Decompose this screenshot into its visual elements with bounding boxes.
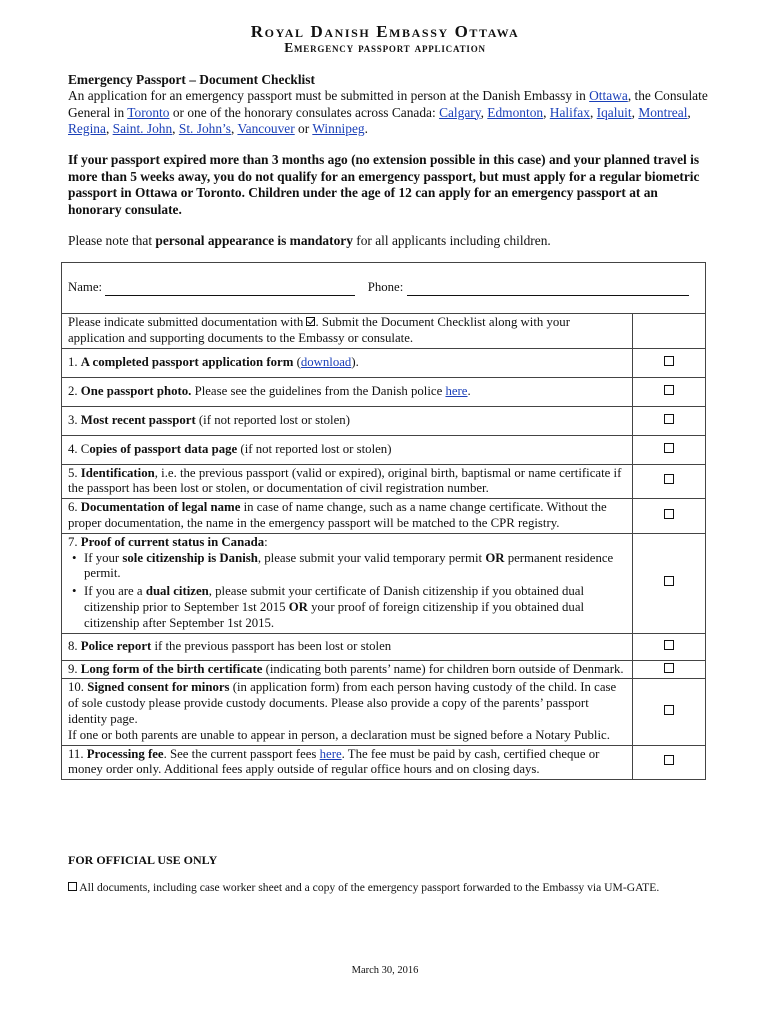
table-row <box>62 464 706 499</box>
photo-guidelines-link[interactable]: here <box>445 383 468 398</box>
item-birth-certificate: 9. Long form of the birth certificate (indicating both parents’ name) for children born outside of Denmark. <box>62 660 633 679</box>
checkbox-legal-name[interactable] <box>664 509 674 519</box>
name-phone-row <box>62 263 706 314</box>
phone-label: Phone: <box>367 280 404 295</box>
link-montreal[interactable]: Montreal <box>638 104 688 120</box>
item-identification: 5. Identification, i.e. the previous passport (valid or expired), original birth, baptismal or name certificate if the passport has been lost or stolen, or documentation of civil registration number. <box>62 464 633 499</box>
form-subtitle: Emergency passport application <box>284 40 486 55</box>
document-checklist-table <box>61 262 706 780</box>
eligibility-paragraph: If your passport expired more than 3 months ago (no extension possible in this case) and your planned travel is more than 5 weeks away, you do not qualify for an emergency passport, but must apply for a regular biometric passport in Ottawa or Toronto. Children under the age of 12 can apply for an emergency passport at an honorary consulate. <box>68 152 700 217</box>
checkbox-processing-fee[interactable] <box>664 755 674 765</box>
list-item: • If your sole citizenship is Danish, please submit your valid temporary permit OR permanent residence permit. <box>84 551 626 583</box>
document-date: March 30, 2016 <box>351 965 419 976</box>
table-row <box>62 499 706 534</box>
link-toronto[interactable]: Toronto <box>127 104 170 120</box>
link-regina[interactable]: Regina <box>68 121 106 136</box>
item-status-canada: 7. Proof of current status in Canada: • If your sole citizenship is Danish, please submit your valid temporary permit OR permanent residence permit. • If you are a dual citizen, please submit your certificate of Danish citizenship if you obtained dual citizenship prior to September 1st 2015 OR your proof of foreign citizenship if you obtained dual citizenship after September 1st 2015. <box>62 533 633 633</box>
checklist-title: Emergency Passport – Document Checklist <box>68 72 315 87</box>
fees-link[interactable]: here <box>319 746 342 761</box>
download-link[interactable]: download <box>300 354 352 369</box>
checkbox-identification[interactable] <box>664 474 674 484</box>
checkbox-birth-certificate[interactable] <box>664 663 674 673</box>
link-edmonton[interactable]: Edmonton <box>487 104 544 120</box>
checked-box-icon <box>306 317 315 326</box>
link-saint-john[interactable]: Saint. John <box>112 121 173 136</box>
instruction-text: Please indicate submitted documentation with . Submit the Document Checklist along with your application and supporting documents to the Embassy or consulate. <box>62 314 633 349</box>
link-iqaluit[interactable]: Iqaluit <box>596 104 632 120</box>
link-st-johns[interactable]: St. John’s <box>178 121 231 136</box>
list-item: • If you are a dual citizen, please submit your certificate of Danish citizenship if you obtained dual citizenship prior to September 1st 2015 OR your proof of foreign citizenship if you obtained dual citizenship after September 1st 2015. <box>84 584 626 631</box>
link-ottawa[interactable]: Ottawa <box>589 88 628 103</box>
phone-field[interactable] <box>407 283 689 296</box>
checkbox-status-canada[interactable] <box>664 576 674 586</box>
item-police-report: 8. Police report if the previous passport has been lost or stolen <box>62 633 633 660</box>
official-use-heading: FOR OFFICIAL USE ONLY <box>68 853 218 867</box>
item-data-page: 4. Copies of passport data page (if not reported lost or stolen) <box>62 435 633 464</box>
checkbox-official-forwarded[interactable] <box>68 882 77 891</box>
link-calgary[interactable]: Calgary <box>439 104 481 120</box>
name-field[interactable] <box>105 283 355 296</box>
checkbox-application-form[interactable] <box>664 356 674 366</box>
item-application-form: 1. A completed passport application form (download). <box>62 348 633 377</box>
item-legal-name: 6. Documentation of legal name in case of name change, such as a name change certificate. Without the proper documentation, the name in the emergency passport will be matched to the CPR registry. <box>62 499 633 534</box>
item-processing-fee: 11. Processing fee. See the current passport fees here. The fee must be paid by cash, certified cheque or money order only. Additional fees apply outside of regular office hours and on closing days. <box>62 745 633 780</box>
table-row <box>62 435 706 464</box>
appearance-note: Please note that personal appearance is mandatory for all applicants including children. <box>68 233 551 248</box>
checkbox-police-report[interactable] <box>664 640 674 650</box>
official-use-item: All documents, including case worker sheet and a copy of the emergency passport forwarded to the Embassy via UM-GATE. <box>68 881 659 894</box>
table-row <box>62 679 706 745</box>
checkbox-recent-passport[interactable] <box>664 414 674 424</box>
checkbox-data-page[interactable] <box>664 443 674 453</box>
table-row <box>62 633 706 660</box>
table-row <box>62 745 706 780</box>
link-winnipeg[interactable]: Winnipeg <box>312 121 365 136</box>
table-row <box>62 348 706 377</box>
link-vancouver[interactable]: Vancouver <box>237 121 295 136</box>
table-row <box>62 533 706 633</box>
instruction-row <box>62 314 706 349</box>
table-row <box>62 406 706 435</box>
name-label: Name: <box>68 280 103 295</box>
item-consent-minors: 10. Signed consent for minors (in application form) from each person having custody of the child. In case of sole custody please provide custody documents. Please also provide a copy of the parents’ passport identity page. If one or both parents are unable to appear in person, a declaration must be signed before a Notary Public. <box>62 679 633 745</box>
intro-paragraph: An application for an emergency passport must be submitted in person at the Danish Embassy in Ottawa, the Consulate General in Toronto or one of the honorary consulates across Canada: Calgary, Edmonton, Halifax, Iqaluit, Montreal, Regina, Saint. John, St. John’s, Vancouver or Winnipeg. <box>68 88 708 136</box>
item-passport-photo: 2. One passport photo. Please see the guidelines from the Danish police here. <box>62 377 633 406</box>
checkbox-consent-minors[interactable] <box>664 705 674 715</box>
item-recent-passport: 3. Most recent passport (if not reported lost or stolen) <box>62 406 633 435</box>
checkbox-passport-photo[interactable] <box>664 385 674 395</box>
table-row <box>62 377 706 406</box>
link-halifax[interactable]: Halifax <box>549 104 590 120</box>
table-row <box>62 660 706 679</box>
embassy-title: Royal Danish Embassy Ottawa <box>250 22 520 41</box>
